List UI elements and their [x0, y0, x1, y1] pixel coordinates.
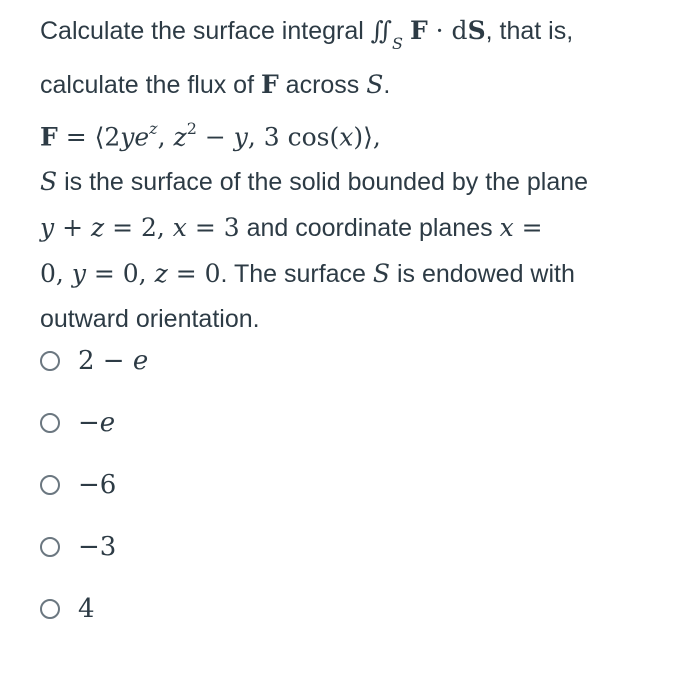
question-text-span: across: [278, 71, 367, 99]
math-var: y: [233, 122, 248, 152]
question-text-span: is endowed with: [390, 260, 575, 289]
vector-field-symbol: F: [40, 122, 58, 152]
math-span: =: [513, 213, 543, 243]
answer-var: e: [132, 346, 149, 376]
radio-button-icon[interactable]: [40, 413, 60, 433]
math-span: = 2,: [104, 213, 173, 243]
answer-label: [78, 470, 116, 500]
answer-options: [40, 330, 148, 640]
math-var: y: [71, 259, 86, 289]
answer-label: [78, 408, 115, 438]
math-var: x: [499, 213, 514, 243]
question-text: [40, 8, 685, 342]
math-var: y: [120, 122, 135, 152]
dot-product: · d: [427, 16, 468, 45]
answer-label: [78, 532, 116, 562]
answer-option-1[interactable]: [40, 330, 148, 392]
vector-field-symbol: F: [409, 16, 428, 45]
answer-text: −3: [78, 532, 117, 562]
vector-field-definition: [40, 108, 685, 159]
surface-symbol: S: [372, 259, 391, 289]
question-line-1: [40, 8, 685, 62]
math-span: )⟩,: [353, 122, 381, 152]
radio-button-icon[interactable]: [40, 537, 60, 557]
math-var: z: [90, 213, 105, 243]
answer-label: [78, 346, 148, 376]
radio-button-icon[interactable]: [40, 475, 60, 495]
math-span: −: [196, 122, 234, 152]
math-span: +: [54, 213, 91, 243]
double-integral-symbol: ∬: [370, 16, 393, 45]
question-line-5: [40, 205, 685, 251]
answer-option-5[interactable]: [40, 578, 148, 640]
math-span: 0,: [40, 259, 72, 289]
question-text-span: .: [383, 71, 391, 99]
question-line-6: [40, 251, 685, 297]
math-span: = 3: [186, 213, 240, 243]
answer-option-3[interactable]: [40, 454, 148, 516]
question-text-span: and coordinate planes: [239, 214, 500, 243]
math-span: = ⟨2: [57, 122, 121, 152]
math-span: = 0: [167, 259, 221, 289]
answer-text: 4: [78, 594, 95, 624]
math-var: x: [172, 213, 187, 243]
math-var: z: [173, 122, 187, 152]
math-var: e: [134, 122, 150, 152]
vector-field-symbol: F: [260, 70, 279, 99]
surface-element-symbol: S: [467, 16, 486, 45]
answer-text: −6: [78, 470, 117, 500]
answer-text: −: [78, 408, 100, 438]
answer-option-2[interactable]: [40, 392, 148, 454]
answer-text: 2 −: [78, 346, 133, 376]
math-span: = 0,: [85, 259, 155, 289]
answer-label: [78, 594, 95, 624]
surface-symbol: S: [366, 70, 384, 99]
math-var: x: [339, 122, 354, 152]
math-var: z: [154, 259, 168, 289]
question-text-span: outward orientation.: [40, 305, 260, 334]
question-text-span: , that is,: [485, 17, 574, 45]
integral-subscript: S: [392, 34, 404, 53]
question-text-span: is the surface of the solid bounded by the plane: [57, 168, 589, 197]
question-text-span: Calculate the surface integral: [40, 17, 371, 45]
question-text-span: . The surface: [220, 260, 373, 289]
radio-button-icon[interactable]: [40, 351, 60, 371]
answer-option-4[interactable]: [40, 516, 148, 578]
question-line-2: [40, 62, 685, 108]
surface-symbol: S: [40, 167, 58, 197]
math-span: ,: [157, 122, 174, 152]
math-var: y: [40, 213, 55, 243]
radio-button-icon[interactable]: [40, 599, 60, 619]
exponent: z: [149, 119, 158, 138]
exponent: 2: [186, 119, 197, 138]
math-span: , 3 cos(: [247, 122, 340, 152]
answer-var: e: [99, 408, 116, 438]
question-line-4: [40, 159, 685, 205]
question-text-span: calculate the flux of: [40, 71, 261, 99]
